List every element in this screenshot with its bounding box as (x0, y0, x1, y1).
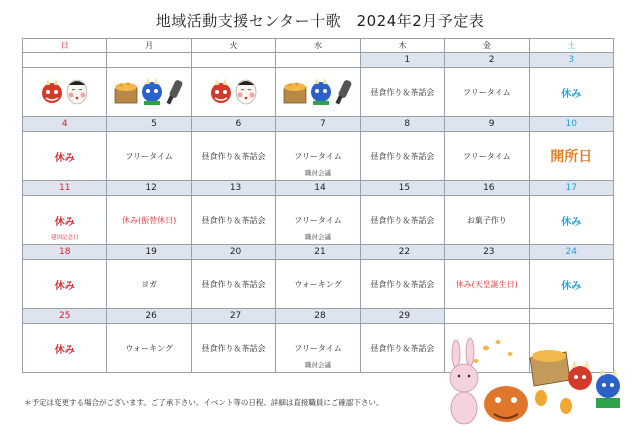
footnote: ＊予定は変更する場合がございます。ご了承下さい。イベント等の日程、詳細は直接職員にご確認下さい。 (24, 398, 384, 407)
date-number (107, 53, 191, 68)
weekday-header: 金 (445, 39, 529, 53)
event-label: フリータイム (463, 151, 511, 161)
bean-box-icon (530, 350, 570, 386)
event-label: 休み (54, 216, 75, 228)
event-row (23, 196, 614, 245)
setsubun-icons (107, 68, 190, 116)
event-label: フリータイム (125, 151, 173, 161)
rabbit-icon (450, 338, 478, 424)
event-label: 昼食作り＆茶話会 (370, 215, 435, 225)
date-number: 11 (23, 181, 107, 196)
oni-blue-icon (309, 77, 333, 107)
event-row (23, 132, 614, 181)
day-cell (445, 260, 529, 309)
date-number: 23 (445, 245, 529, 260)
day-cell (23, 260, 107, 309)
date-number: 24 (529, 245, 613, 260)
weekday-header: 土 (529, 39, 613, 53)
date-number (23, 53, 107, 68)
day-cell (23, 324, 107, 373)
date-number (529, 309, 613, 324)
date-number: 13 (191, 181, 275, 196)
page-title: 地域活動支援センター十歌 2024年2月予定表 (155, 12, 485, 30)
date-number: 1 (360, 53, 444, 68)
weekday-header: 月 (107, 39, 191, 53)
day-cell (191, 324, 275, 373)
event-label: 休み (561, 88, 582, 100)
event-label: フリータイム (294, 215, 342, 225)
date-number (276, 53, 360, 68)
event-label: フリータイム (294, 343, 342, 353)
event-label: ヨガ (141, 279, 158, 289)
event-label: 休み (561, 216, 582, 228)
date-row (23, 117, 614, 132)
day-cell (276, 196, 360, 245)
date-number: 9 (445, 117, 529, 132)
bean-box-icon (113, 77, 139, 107)
day-cell (445, 68, 529, 117)
date-number (191, 53, 275, 68)
event-label: 昼食作り＆茶話会 (201, 151, 266, 161)
date-number: 16 (445, 181, 529, 196)
kanabo-club-icon (165, 77, 185, 107)
event-label: 昼食作り＆茶話会 (370, 87, 435, 97)
day-cell (276, 68, 360, 117)
day-cell (445, 196, 529, 245)
oni-mask-icon (484, 386, 528, 422)
date-number: 6 (191, 117, 275, 132)
date-row (23, 181, 614, 196)
setsubun-illustration (438, 336, 628, 426)
event-label: 昼食作り＆茶話会 (201, 215, 266, 225)
event-label: お菓子作り (466, 215, 507, 225)
bean-box-icon (282, 77, 308, 107)
day-cell (107, 324, 191, 373)
day-cell (360, 260, 444, 309)
day-cell (23, 68, 107, 117)
event-label: フリータイム (294, 151, 342, 161)
day-cell (360, 324, 444, 373)
day-cell (529, 68, 613, 117)
event-label: 休み (54, 344, 75, 356)
date-number: 17 (529, 181, 613, 196)
event-label: 休み(天皇誕生日) (455, 279, 518, 289)
day-cell (276, 324, 360, 373)
day-cell (107, 196, 191, 245)
date-number: 14 (276, 181, 360, 196)
date-number: 4 (23, 117, 107, 132)
okame-icon (65, 77, 89, 107)
oni-blue-icon (140, 77, 164, 107)
setsubun-icons (276, 68, 359, 116)
day-cell (445, 132, 529, 181)
date-row (23, 245, 614, 260)
event-label: 開所日 (550, 149, 593, 165)
date-number: 15 (360, 181, 444, 196)
event-label: 休み (54, 152, 75, 164)
date-number: 3 (529, 53, 613, 68)
event-label: 昼食作り＆茶話会 (370, 279, 435, 289)
event-label: 休み (54, 280, 75, 292)
day-cell (107, 68, 191, 117)
day-cell (191, 196, 275, 245)
day-cell (191, 68, 275, 117)
weekday-header-row (23, 39, 614, 53)
event-row (23, 260, 614, 309)
date-number: 19 (107, 245, 191, 260)
date-number: 27 (191, 309, 275, 324)
oni-red-icon (568, 360, 592, 390)
date-number: 26 (107, 309, 191, 324)
setsubun-icons (23, 68, 106, 116)
event-row (23, 68, 614, 117)
day-cell (191, 132, 275, 181)
date-number: 21 (276, 245, 360, 260)
day-cell (276, 260, 360, 309)
weekday-header: 水 (276, 39, 360, 53)
setsubun-icons (192, 68, 275, 116)
day-cell (23, 196, 107, 245)
day-cell (529, 260, 613, 309)
day-cell (107, 260, 191, 309)
day-cell (23, 132, 107, 181)
day-cell (360, 68, 444, 117)
day-cell (191, 260, 275, 309)
day-cell (529, 196, 613, 245)
day-cell (107, 132, 191, 181)
event-label: 昼食作り＆茶話会 (370, 343, 435, 353)
oni-blue-icon (596, 368, 620, 408)
date-number: 7 (276, 117, 360, 132)
date-number: 28 (276, 309, 360, 324)
date-number: 29 (360, 309, 444, 324)
event-label: 休み(振替休日) (122, 215, 177, 225)
weekday-header: 火 (191, 39, 275, 53)
weekday-header: 日 (23, 39, 107, 53)
event-label: ウォーキング (294, 279, 342, 289)
date-number: 5 (107, 117, 191, 132)
event-note: 職員会議 (304, 169, 331, 177)
event-note: 職員会議 (304, 233, 331, 241)
weekday-header: 木 (360, 39, 444, 53)
oni-red-icon (40, 77, 64, 107)
date-number: 12 (107, 181, 191, 196)
event-label: ウォーキング (125, 343, 173, 353)
event-label: 昼食作り＆茶話会 (370, 151, 435, 161)
date-number: 8 (360, 117, 444, 132)
oni-red-icon (209, 77, 233, 107)
event-label: 休み (561, 280, 582, 292)
event-label: 昼食作り＆茶話会 (201, 343, 266, 353)
date-row (23, 309, 614, 324)
event-note: 職員会議 (304, 361, 331, 369)
event-label: 昼食作り＆茶話会 (201, 279, 266, 289)
date-number: 2 (445, 53, 529, 68)
day-cell (529, 132, 613, 181)
date-number: 25 (23, 309, 107, 324)
kanabo-club-icon (334, 77, 354, 107)
date-number: 22 (360, 245, 444, 260)
day-cell (360, 132, 444, 181)
date-row (23, 53, 614, 68)
day-cell (276, 132, 360, 181)
date-number: 10 (529, 117, 613, 132)
date-number: 18 (23, 245, 107, 260)
day-cell (360, 196, 444, 245)
event-note: 建国記念日 (50, 235, 79, 241)
date-number: 20 (191, 245, 275, 260)
calendar-table (22, 38, 614, 373)
okame-icon (234, 77, 258, 107)
event-label: フリータイム (463, 87, 511, 97)
date-number (445, 309, 529, 324)
